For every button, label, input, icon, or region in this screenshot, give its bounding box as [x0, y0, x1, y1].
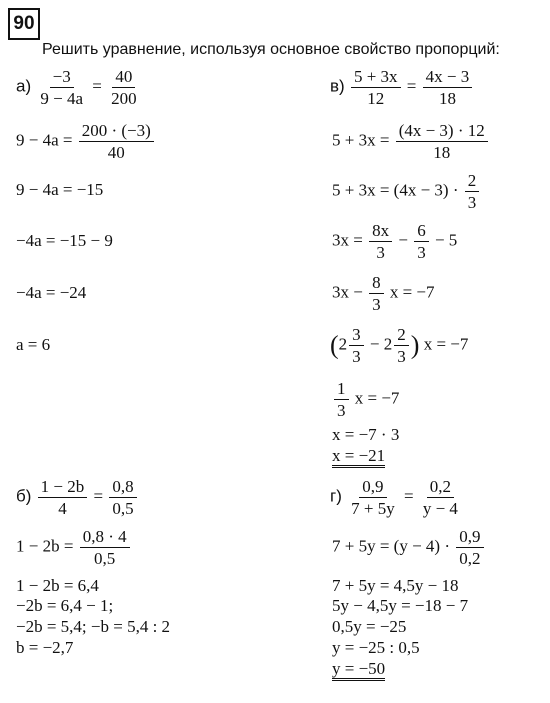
- numerator: 8: [369, 274, 384, 294]
- frac: [37, 68, 86, 107]
- denominator: 3: [397, 347, 406, 366]
- denominator: 40: [107, 143, 125, 162]
- numerator: 2: [394, 326, 409, 346]
- step-b1: [16, 528, 132, 567]
- expr: x = −7: [389, 282, 435, 302]
- frac: [396, 122, 488, 161]
- numerator: 2: [465, 172, 480, 192]
- operator: −: [398, 230, 408, 250]
- expr: 9 − 4a =: [16, 130, 73, 150]
- step-g5: y = −25 : 0,5: [332, 638, 420, 657]
- step-g1: [332, 528, 486, 567]
- operator: − 2: [369, 334, 393, 354]
- frac: [38, 478, 88, 517]
- frac: [420, 478, 461, 517]
- step-a5: a = 6: [16, 335, 51, 354]
- numerator: 0,8 · 4: [80, 528, 130, 548]
- frac: [465, 172, 480, 211]
- frac: [79, 122, 154, 161]
- label-a: а): [16, 76, 32, 96]
- denominator: 0,5: [94, 549, 116, 568]
- numerator: 0,2: [427, 478, 454, 498]
- answer: y = −50: [332, 659, 385, 681]
- denominator: 12: [367, 89, 385, 108]
- step-b3: −2b = 6,4 − 1;: [16, 596, 114, 615]
- eq-v: в) $\frac{5 + 3x}{12}$ = $\frac{4x - 3}{18}$: [330, 68, 474, 107]
- numerator: 1 − 2b: [38, 478, 88, 498]
- frac: [80, 528, 130, 567]
- frac: [456, 528, 483, 567]
- step-v5: [330, 326, 468, 365]
- denominator: 7 + 5y: [351, 499, 395, 518]
- step-v7: x = −7 · 3: [332, 425, 400, 444]
- frac: [351, 68, 401, 107]
- paren-close: ): [410, 330, 420, 360]
- denominator: y − 4: [422, 499, 458, 518]
- denominator: 18: [433, 143, 451, 162]
- denominator: 0,5: [112, 499, 134, 518]
- label-g: г): [330, 486, 342, 506]
- paren-open: (: [330, 330, 339, 360]
- frac: [348, 478, 398, 517]
- denominator: 3: [352, 347, 361, 366]
- denominator: 3: [417, 243, 426, 262]
- frac: [394, 326, 409, 365]
- step-a2: 9 − 4a = −15: [16, 180, 104, 199]
- numerator: −3: [50, 68, 74, 88]
- numerator: 6: [414, 222, 429, 242]
- frac: [334, 380, 349, 419]
- expr: x = −7: [423, 334, 469, 354]
- step-a4: −4a = −24: [16, 283, 87, 302]
- step-v1: [332, 122, 490, 161]
- denominator: 4: [58, 499, 67, 518]
- step-b5: b = −2,7: [16, 638, 74, 657]
- eq-g: г) $\frac{0,9}{7 + 5y}$ = $\frac{0,2}{y - 4}$: [330, 478, 463, 517]
- denominator: 3: [337, 401, 346, 420]
- step-b4: −2b = 5,4; −b = 5,4 : 2: [16, 617, 171, 636]
- denominator: 18: [438, 89, 456, 108]
- expr: 5 + 3x = (4x − 3) ·: [332, 180, 459, 200]
- denominator: 9 − 4a: [40, 89, 84, 108]
- numerator: 8x: [369, 222, 392, 242]
- expr: 7 + 5y = (y − 4) ·: [332, 536, 450, 556]
- step-v6: [332, 380, 399, 419]
- expr: x = −7: [354, 388, 400, 408]
- label-v: в): [330, 76, 345, 96]
- answer: x = −21: [332, 446, 385, 468]
- numerator: 5 + 3x: [351, 68, 401, 88]
- denominator: 200: [111, 89, 137, 108]
- numerator: 200 · (−3): [79, 122, 154, 142]
- frac: [423, 68, 473, 107]
- frac: [369, 274, 384, 313]
- numerator: 0,8: [109, 478, 136, 498]
- denominator: 3: [467, 193, 477, 212]
- problem-number: 90: [8, 8, 40, 40]
- step-b2: 1 − 2b = 6,4: [16, 576, 99, 595]
- expr: 5 + 3x =: [332, 130, 390, 150]
- numerator: 3: [349, 326, 364, 346]
- expr: − 5: [434, 230, 458, 250]
- step-g3: 5y − 4,5y = −18 − 7: [332, 596, 469, 615]
- step-g4: 0,5y = −25: [332, 617, 407, 636]
- eq-b: б) $\frac{1 - 2b}{4}$ = $\frac{0,8}{0,5}$: [16, 478, 139, 517]
- step-a3: −4a = −15 − 9: [16, 231, 113, 250]
- numerator: 0,9: [456, 528, 483, 548]
- expr: 3x −: [332, 282, 363, 302]
- step-a1: [16, 122, 156, 161]
- step-g6-answer: [332, 660, 385, 677]
- step-v8-answer: [332, 447, 385, 464]
- expr: 1 − 2b =: [16, 536, 74, 556]
- frac: [109, 478, 136, 517]
- frac: [414, 222, 429, 261]
- numerator: 40: [112, 68, 135, 88]
- numerator: 0,9: [359, 478, 386, 498]
- eq-a: а) $\frac{-3}{9 - 4a}$ = $\frac{40}{200}$: [16, 68, 142, 107]
- step-v2: [332, 172, 481, 211]
- denominator: 3: [376, 243, 385, 262]
- denominator: 0,2: [459, 549, 481, 568]
- numerator: (4x − 3) · 12: [396, 122, 488, 142]
- problem-title: Решить уравнение, используя основное свойство пропорций:: [42, 41, 500, 58]
- step-v3: [332, 222, 457, 261]
- step-v4: [332, 274, 435, 313]
- whole: 2: [338, 334, 348, 354]
- numerator: 4x − 3: [423, 68, 473, 88]
- frac: [369, 222, 392, 261]
- frac: [108, 68, 140, 107]
- denominator: 3: [372, 295, 381, 314]
- frac: [349, 326, 364, 365]
- numerator: 1: [334, 380, 349, 400]
- step-g2: 7 + 5y = 4,5y − 18: [332, 576, 459, 595]
- label-b: б): [16, 486, 32, 506]
- expr: 3x =: [332, 230, 363, 250]
